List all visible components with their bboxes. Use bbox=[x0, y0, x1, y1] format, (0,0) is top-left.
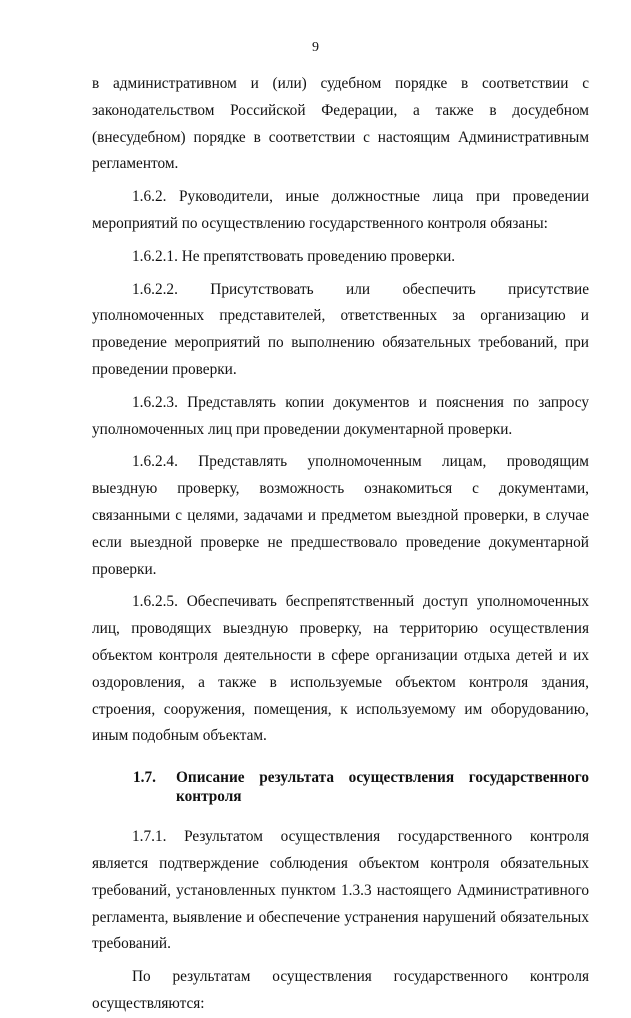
document-body bbox=[92, 71, 589, 1018]
section-heading bbox=[92, 768, 589, 806]
paragraph: 1.6.2.2. Присутствовать или обеспечить присутствие уполномоченных представителей, ответственных за организацию и проведение мероприятий по выполнению обязательных требований, при проведении проверки. bbox=[92, 280, 589, 378]
paragraph: 1.6.2.3. Представлять копии документов и пояснения по запросу уполномоченных лиц при проведении документарной проверки. bbox=[92, 393, 589, 438]
paragraph: 1.6.2.5. Обеспечивать беспрепятственный доступ уполномоченных лиц, проводящих выездную проверку, на территорию осуществления объектом контроля деятельности в сфере организации отдыха детей и их оздоровления, а также в используемые объектом контроля здания, строения, сооружения, помещения, к используемому им оборудованию, иным подобным объектам. bbox=[92, 593, 589, 745]
paragraph: 1.7.1. Результатом осуществления государственного контроля является подтверждение соблюдения объектом контроля обязательных требований, установленных пунктом 1.3.3 настоящего Административного регламента, выявление и обеспечение устранения нарушений обязательных требований. bbox=[92, 828, 589, 953]
paragraph: в административном и (или) судебном порядке в соответствии с законодательством Российской Федерации, а также в досудебном (внесудебном) порядке в соответствии с настоящим Административным регламентом. bbox=[92, 75, 589, 173]
section-title: Описание результата осуществления государственного контроля bbox=[176, 769, 589, 806]
paragraph: 1.6.2.4. Представлять уполномоченным лицам, проводящим выездную проверку, возможность ознакомиться с документами, связанными с целями, задачами и предметом выездной проверки, в случае если выездной проверке не предшествовало проведение документарной проверки. bbox=[92, 453, 589, 578]
section-number: 1.7. bbox=[133, 769, 156, 787]
paragraph: По результатам осуществления государственного контроля осуществляются: bbox=[92, 968, 589, 1012]
paragraph: 1.6.2. Руководители, иные должностные лица при проведении мероприятий по осуществлению государственного контроля обязаны: bbox=[92, 188, 589, 232]
paragraph: 1.6.2.1. Не препятствовать проведению проверки. bbox=[132, 247, 456, 265]
page-number: 9 bbox=[312, 40, 319, 55]
